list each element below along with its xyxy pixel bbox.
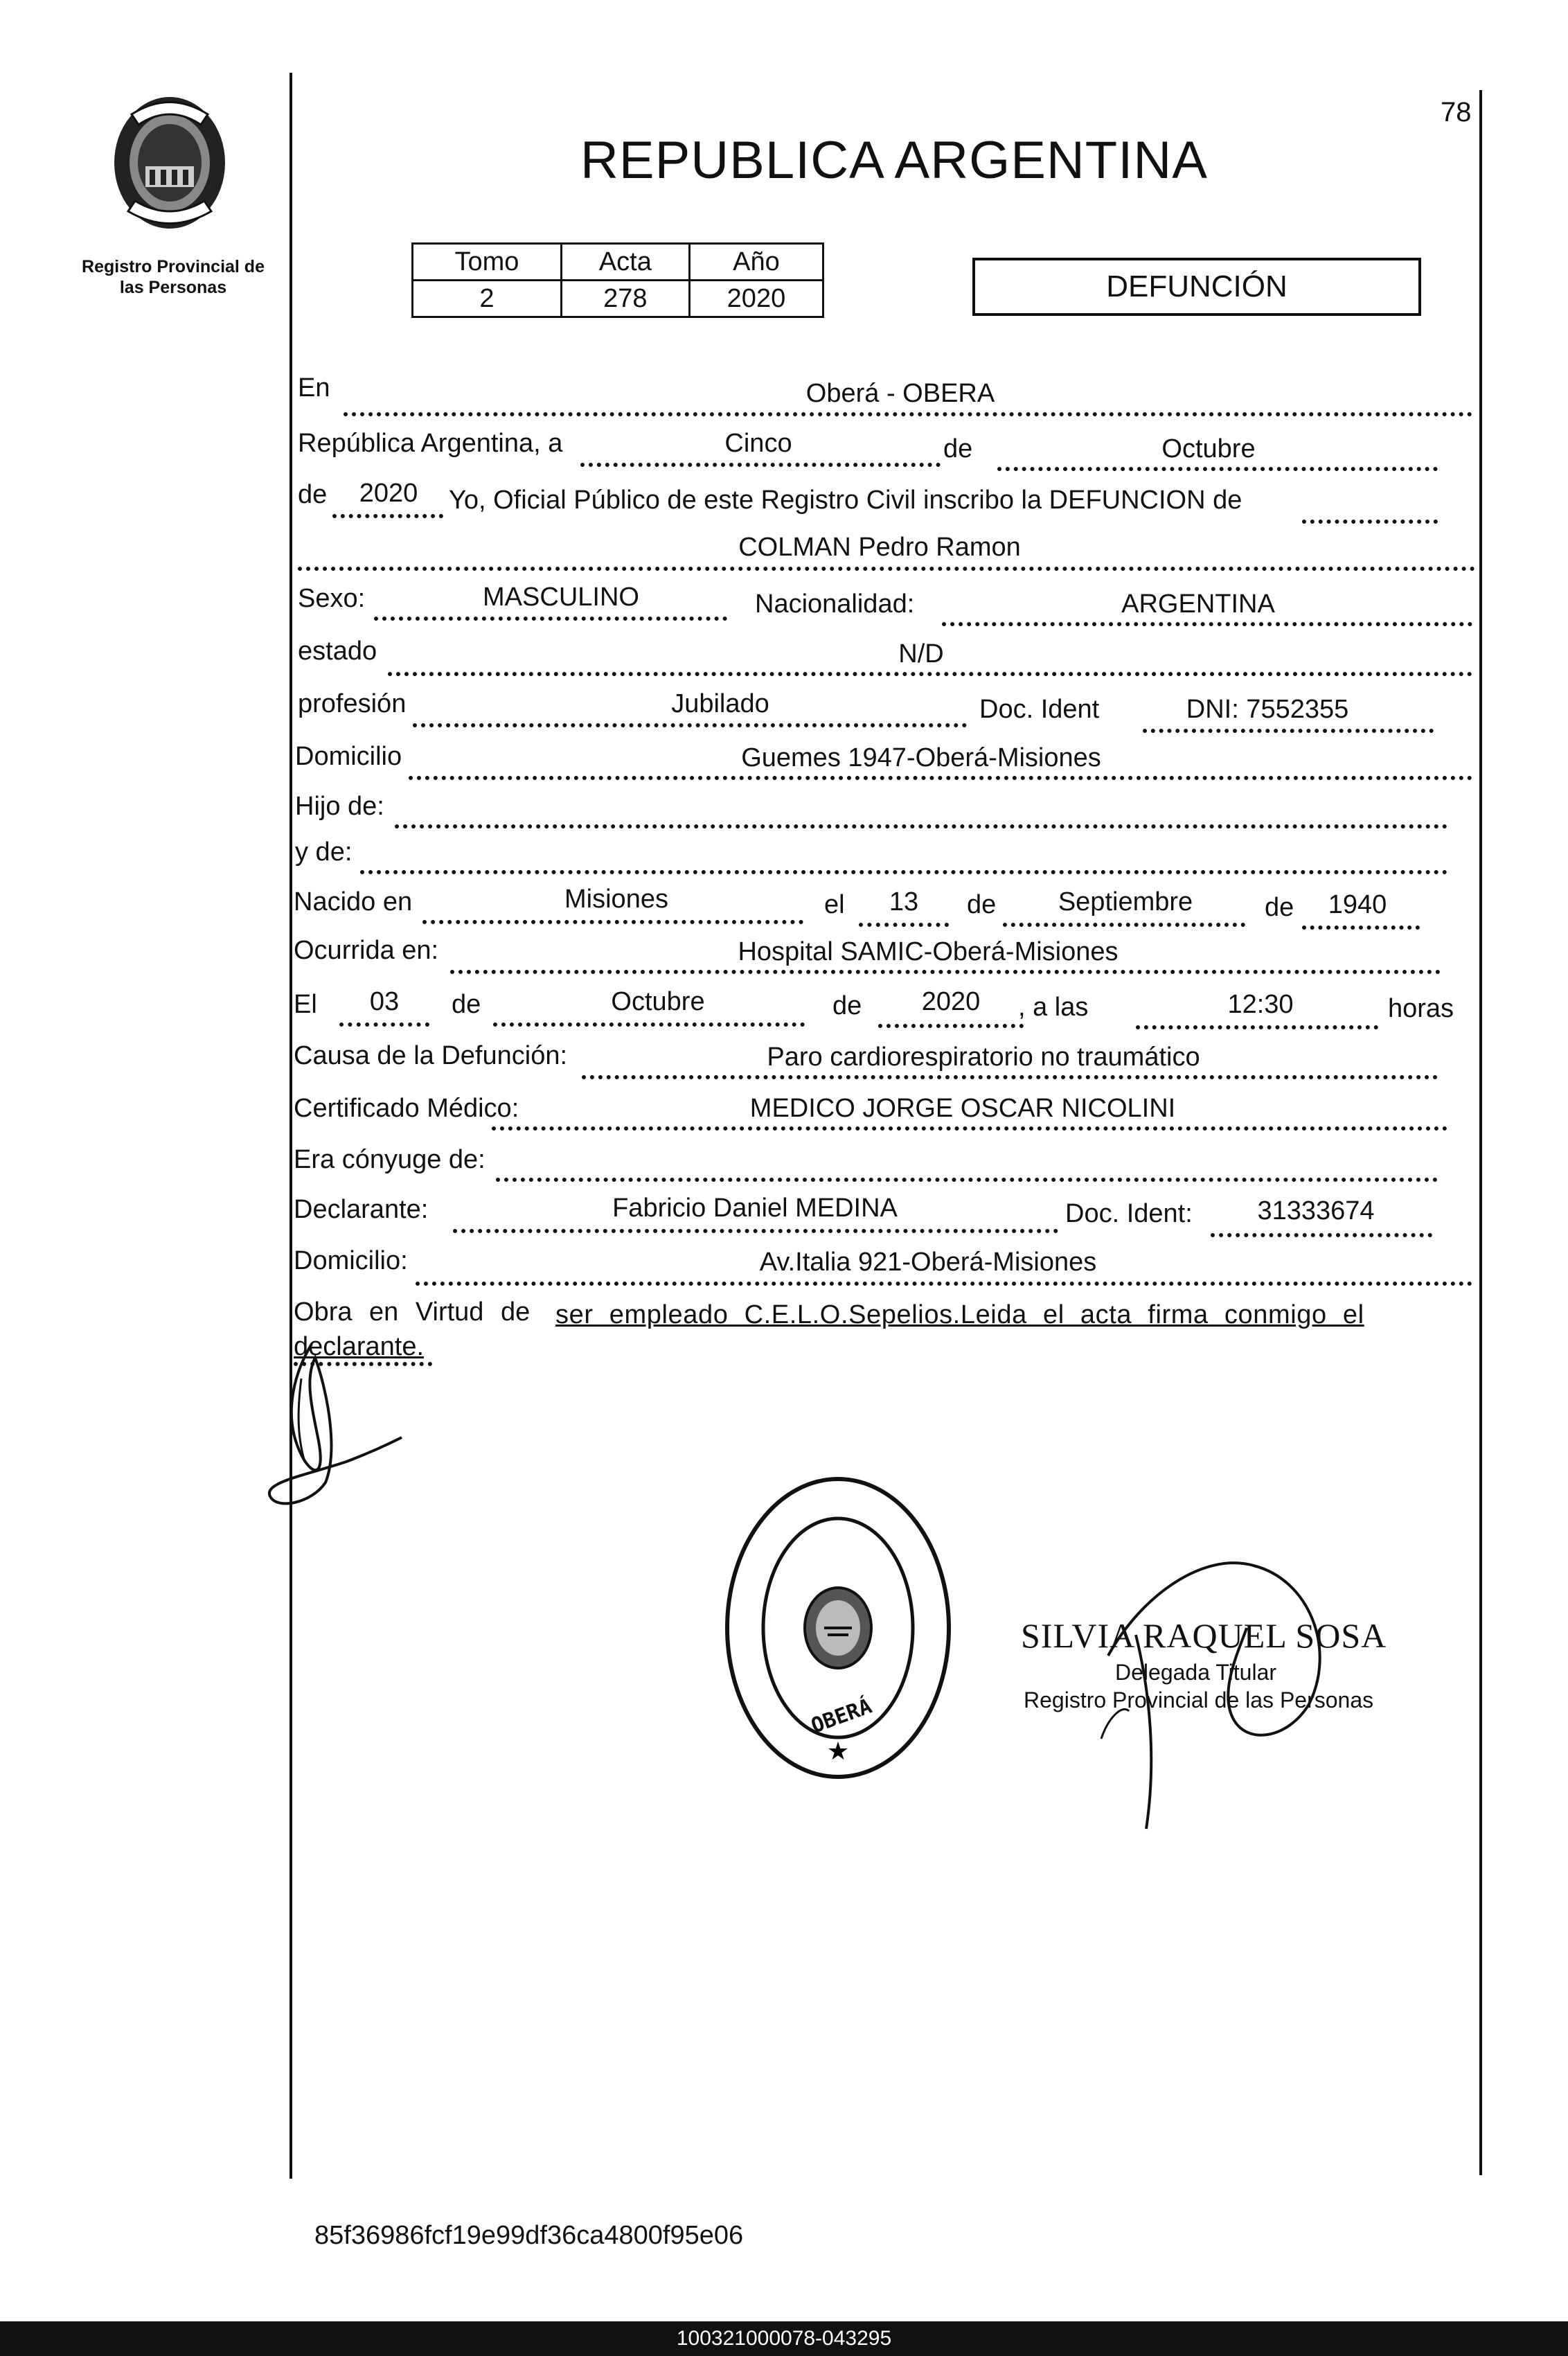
profesion-label: profesión [298,689,407,718]
country-title: REPUBLICA ARGENTINA [580,131,1208,190]
en-value: Oberá - OBERA [805,379,995,408]
death-time: 12:30 [1227,990,1294,1019]
estado-value: N/D [898,639,944,668]
nacido-el-label: el [824,890,845,919]
declarant-signature [263,1337,416,1517]
svg-text:★: ★ [826,1737,850,1766]
name-dots [298,567,1475,571]
declarante-label: Declarante: [294,1195,429,1224]
ocurrida-value: Hospital SAMIC-Oberá-Misiones [738,937,1119,966]
rep-label: República Argentina, a [298,429,563,458]
registrar-org: Registro Provincial de las Personas [1024,1688,1374,1712]
declarante-value: Fabricio Daniel MEDINA [612,1194,898,1223]
registrar-name: SILVIA RAQUEL SOSA [1021,1616,1387,1655]
causa-dots [582,1075,1438,1079]
decl-doc-dots [1211,1233,1432,1237]
barcode-footer-bar: 100321000078-043295 [0,2321,1568,2356]
sexo-dots [374,617,727,621]
declarante-dots [453,1229,1058,1233]
death-alas-label: , a las [1018,993,1089,1022]
acta-value: 278 [561,281,689,317]
death-horas-label: horas [1388,994,1454,1023]
page-number: 78 [1441,97,1472,127]
record-type-box: DEFUNCIÓN [972,258,1421,316]
year-value: 2020 [359,479,418,508]
sexo-value: MASCULINO [483,583,639,612]
causa-label: Causa de la Defunción: [294,1041,568,1070]
rep-day-value: Cinco [724,429,792,458]
death-time-dots [1136,1025,1378,1029]
en-dots [344,412,1472,416]
logo-org-name [69,256,277,298]
officer-text: Yo, Oficial Público de este Registro Civil inscribo la DEFUNCION de [449,486,1242,515]
right-border-line [1479,90,1482,2175]
year-prefix-label: de [298,480,328,509]
nacionalidad-dots [942,622,1472,626]
ocurrida-dots [450,970,1441,974]
year-dots [332,514,443,518]
official-stamp [720,1469,956,1787]
death-el-label: El [294,990,317,1019]
certificado-value: MEDICO JORGE OSCAR NICOLINI [749,1094,1176,1123]
stamp-city: OBERÁ [808,1694,875,1739]
hijo-dots [395,824,1447,829]
en-label: En [298,373,330,402]
document-hash: 85f36986fcf19e99df36ca4800f95e06 [314,2221,744,2250]
death-month-dots [493,1022,805,1027]
death-year: 2020 [921,987,981,1016]
rep-month-dots [997,467,1438,471]
death-year-dots [878,1024,1024,1028]
decl-domicilio-dots [416,1282,1472,1286]
nacido-day-dots [859,923,949,927]
hijo-label: Hijo de: [295,792,384,821]
left-border-line [289,73,292,2179]
nacido-day: 13 [889,887,919,916]
doc-ident-value: DNI: 7552355 [1186,695,1349,724]
rep-month-value: Octubre [1161,434,1256,463]
nacido-label: Nacido en [294,887,413,916]
nacido-de1-label: de [967,890,997,919]
death-de2-label: de [832,991,862,1020]
nacionalidad-label: Nacionalidad: [755,590,915,619]
obra-label: Obra en Virtud de [294,1297,531,1327]
decl-doc-value: 31333674 [1257,1196,1375,1225]
certificado-dots [492,1126,1447,1131]
estado-label: estado [298,637,377,666]
conyuge-dots [496,1178,1438,1182]
logo-org-line2: las Personas [119,278,227,297]
sexo-label: Sexo: [298,584,366,613]
decl-domicilio-label: Domicilio: [294,1246,408,1275]
decl-doc-label: Doc. Ident: [1065,1199,1193,1228]
nacido-year-dots [1302,925,1420,930]
obra-value: ser empleado C.E.L.O.Sepelios.Leida el acta firma conmigo el [555,1300,1364,1329]
ocurrida-label: Ocurrida en: [294,936,439,965]
domicilio-dots [409,776,1472,780]
doc-ident-label: Doc. Ident [979,695,1100,724]
nacido-year: 1940 [1328,890,1387,919]
nacido-place-dots [422,920,803,924]
acta-header: Acta [561,244,689,281]
officer-dots [1302,520,1438,524]
anio-value: 2020 [689,281,823,317]
domicilio-label: Domicilio [295,742,402,771]
estado-dots [388,672,1472,676]
conyuge-label: Era cónyuge de: [294,1145,485,1174]
death-de1-label: de [452,990,481,1019]
nacido-de2-label: de [1265,893,1294,922]
certificado-label: Certificado Médico: [294,1094,519,1123]
obra-line2: declarante. [294,1332,425,1361]
tomo-value: 2 [413,281,562,317]
record-id-table [411,242,824,318]
anio-header: Año [689,244,823,281]
nacido-place: Misiones [564,885,668,914]
domicilio-value: Guemes 1947-Oberá-Misiones [741,743,1101,772]
nacido-month: Septiembre [1058,887,1193,916]
profesion-value: Jubilado [671,689,769,718]
rep-day-dots [580,463,941,467]
death-day: 03 [369,987,400,1016]
deceased-name: COLMAN Pedro Ramon [738,533,1021,562]
nacionalidad-value: ARGENTINA [1121,590,1275,619]
death-day-dots [339,1022,429,1027]
decl-domicilio-value: Av.Italia 921-Oberá-Misiones [759,1248,1097,1277]
provincial-emblem-logo [104,87,235,242]
profesion-dots [413,723,967,727]
registrar-title: Delegada Titular [1115,1660,1277,1685]
causa-value: Paro cardiorespiratorio no traumático [767,1043,1200,1072]
nacido-month-dots [1003,923,1245,927]
doc-ident-dots [1143,729,1434,733]
death-month: Octubre [611,987,705,1016]
rep-de-label: de [943,434,973,463]
logo-org-line1: Registro Provincial de [82,257,265,276]
yde-dots [360,870,1447,874]
tomo-header: Tomo [413,244,562,281]
yde-label: y de: [295,838,353,867]
